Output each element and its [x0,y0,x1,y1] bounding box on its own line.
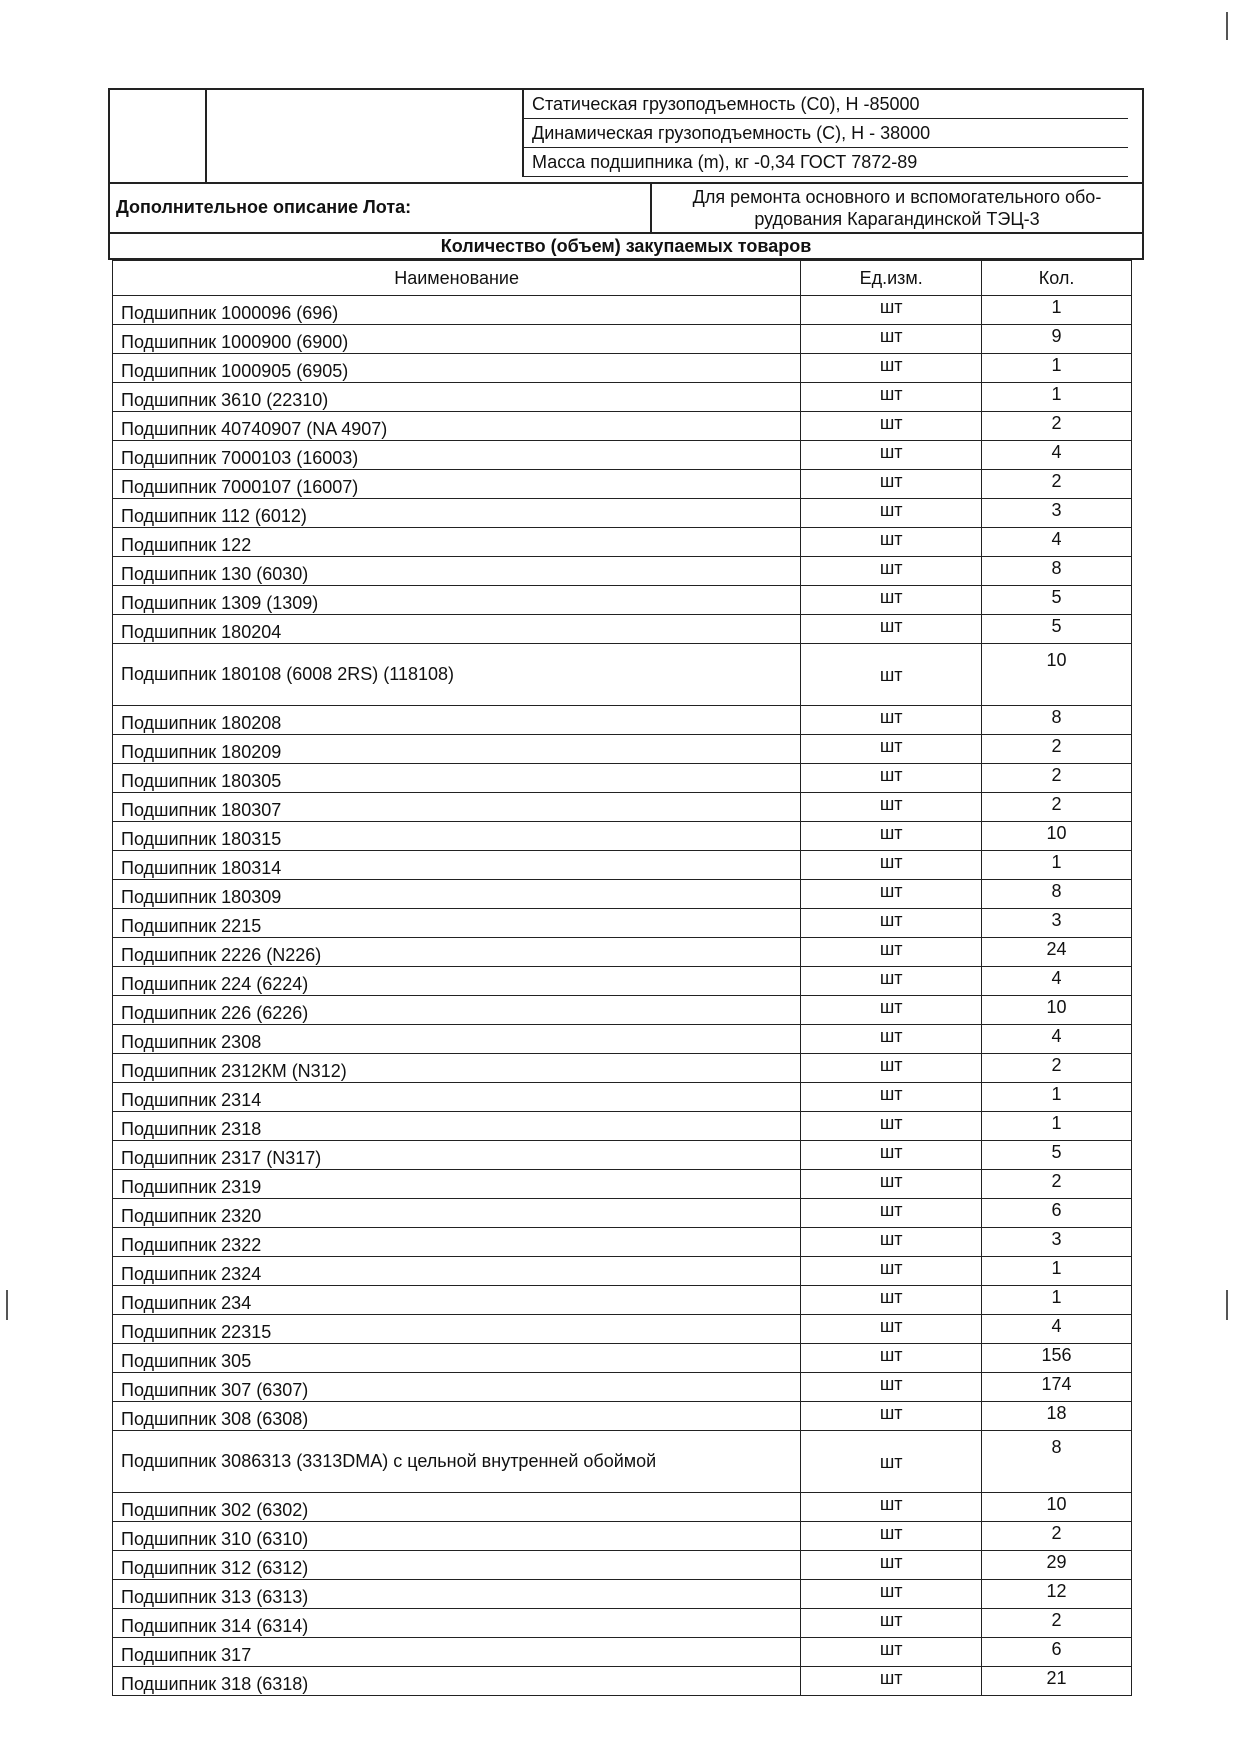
item-qty: 3 [982,909,1132,938]
item-qty: 8 [982,557,1132,586]
item-qty: 29 [982,1551,1132,1580]
item-qty: 5 [982,586,1132,615]
item-name: Подшипник 2308 [113,1025,801,1054]
item-unit: шт [801,880,982,909]
item-name: Подшипник 180309 [113,880,801,909]
item-name: Подшипник 180204 [113,615,801,644]
item-qty: 2 [982,470,1132,499]
item-qty: 156 [982,1344,1132,1373]
table-row [113,909,1132,938]
item-unit: шт [801,822,982,851]
item-unit: шт [801,1431,982,1493]
item-unit: шт [801,499,982,528]
table-row [113,764,1132,793]
item-unit: шт [801,1551,982,1580]
item-qty: 2 [982,735,1132,764]
item-name: Подшипник 180208 [113,706,801,735]
item-name: Подшипник 7000107 (16007) [113,470,801,499]
item-qty: 5 [982,615,1132,644]
item-name: Подшипник 180314 [113,851,801,880]
item-unit: шт [801,296,982,325]
header-unit: Ед.изм. [801,261,982,296]
table-row [113,1083,1132,1112]
table-row [113,1551,1132,1580]
item-unit: шт [801,851,982,880]
item-qty: 10 [982,1493,1132,1522]
item-name: Подшипник 180209 [113,735,801,764]
item-unit: шт [801,1493,982,1522]
item-name: Подшипник 180307 [113,793,801,822]
item-qty: 24 [982,938,1132,967]
item-unit: шт [801,1257,982,1286]
item-qty: 2 [982,1054,1132,1083]
spec-block [108,88,1144,182]
item-unit: шт [801,996,982,1025]
item-unit: шт [801,938,982,967]
item-qty: 4 [982,441,1132,470]
item-unit: шт [801,1344,982,1373]
spec-lines [522,90,1128,177]
table-row [113,1522,1132,1551]
document-page [108,88,1144,1696]
item-qty: 1 [982,851,1132,880]
table-row [113,441,1132,470]
item-unit: шт [801,325,982,354]
item-qty: 18 [982,1402,1132,1431]
item-name: Подшипник 2317 (N317) [113,1141,801,1170]
item-unit: шт [801,1315,982,1344]
item-unit: шт [801,1170,982,1199]
item-unit: шт [801,1402,982,1431]
table-row [113,412,1132,441]
item-unit: шт [801,615,982,644]
item-name: Подшипник 310 (6310) [113,1522,801,1551]
item-qty: 2 [982,1170,1132,1199]
item-name: Подшипник 7000103 (16003) [113,441,801,470]
table-row [113,1141,1132,1170]
item-name: Подшипник 314 (6314) [113,1609,801,1638]
item-unit: шт [801,1054,982,1083]
item-name: Подшипник 2319 [113,1170,801,1199]
table-row [113,1638,1132,1667]
table-row [113,1609,1132,1638]
table-row [113,354,1132,383]
item-unit: шт [801,441,982,470]
item-name: Подшипник 226 (6226) [113,996,801,1025]
header-name: Наименование [113,261,801,296]
table-row [113,735,1132,764]
item-unit: шт [801,1638,982,1667]
item-unit: шт [801,1228,982,1257]
item-qty: 4 [982,528,1132,557]
item-qty: 1 [982,354,1132,383]
lot-description-row [108,182,1144,234]
item-unit: шт [801,967,982,996]
spec-dynamic-load: Динамическая грузоподъемность (С), Н - 38000 [522,119,1128,148]
item-unit: шт [801,793,982,822]
table-row [113,1112,1132,1141]
table-row [113,1286,1132,1315]
item-qty: 8 [982,880,1132,909]
item-unit: шт [801,1083,982,1112]
item-name: Подшипник 312 (6312) [113,1551,801,1580]
item-unit: шт [801,909,982,938]
table-row [113,528,1132,557]
item-qty: 2 [982,793,1132,822]
item-name: Подшипник 2324 [113,1257,801,1286]
items-table [112,260,1132,1696]
item-name: Подшипник 305 [113,1344,801,1373]
item-qty: 174 [982,1373,1132,1402]
table-row [113,644,1132,706]
item-qty: 1 [982,1083,1132,1112]
lot-label: Дополнительное описание Лота: [116,197,412,217]
item-qty: 9 [982,325,1132,354]
item-name: Подшипник 2312КМ (N312) [113,1054,801,1083]
item-name: Подшипник 2322 [113,1228,801,1257]
item-name: Подшипник 122 [113,528,801,557]
table-row [113,938,1132,967]
item-qty: 3 [982,499,1132,528]
table-row [113,1257,1132,1286]
table-row [113,967,1132,996]
table-row [113,1199,1132,1228]
item-unit: шт [801,644,982,706]
item-qty: 3 [982,1228,1132,1257]
table-row [113,1493,1132,1522]
item-name: Подшипник 234 [113,1286,801,1315]
item-name: Подшипник 40740907 (NA 4907) [113,412,801,441]
scan-mark-top-right [1226,12,1228,40]
items-body [113,296,1132,1696]
item-unit: шт [801,1580,982,1609]
item-unit: шт [801,528,982,557]
item-name: Подшипник 130 (6030) [113,557,801,586]
item-unit: шт [801,354,982,383]
scan-mark-left [6,1290,8,1320]
item-name: Подшипник 112 (6012) [113,499,801,528]
item-name: Подшипник 302 (6302) [113,1493,801,1522]
table-row [113,1315,1132,1344]
table-row [113,557,1132,586]
table-row [113,880,1132,909]
item-unit: шт [801,706,982,735]
table-row [113,1025,1132,1054]
item-name: Подшипник 1309 (1309) [113,586,801,615]
item-name: Подшипник 318 (6318) [113,1667,801,1696]
item-qty: 10 [982,644,1132,706]
table-row [113,851,1132,880]
item-unit: шт [801,764,982,793]
table-row [113,1402,1132,1431]
item-qty: 6 [982,1199,1132,1228]
item-unit: шт [801,1667,982,1696]
item-qty: 1 [982,383,1132,412]
item-unit: шт [801,412,982,441]
table-row [113,470,1132,499]
lot-value-line2: рудования Карагандинской ТЭЦ-3 [754,209,1040,229]
item-qty: 8 [982,706,1132,735]
item-qty: 1 [982,296,1132,325]
table-row [113,996,1132,1025]
table-row [113,296,1132,325]
item-name: Подшипник 180315 [113,822,801,851]
lot-value [650,184,1142,232]
item-unit: шт [801,1025,982,1054]
item-qty: 10 [982,822,1132,851]
item-name: Подшипник 307 (6307) [113,1373,801,1402]
item-name: Подшипник 317 [113,1638,801,1667]
item-qty: 12 [982,1580,1132,1609]
table-header-row [113,261,1132,296]
item-unit: шт [801,557,982,586]
item-name: Подшипник 3610 (22310) [113,383,801,412]
item-unit: шт [801,1199,982,1228]
item-name: Подшипник 3086313 (3313DMA) с цельной внутренней обоймой [113,1431,801,1493]
item-name: Подшипник 2318 [113,1112,801,1141]
item-qty: 2 [982,412,1132,441]
item-name: Подшипник 2215 [113,909,801,938]
item-unit: шт [801,1286,982,1315]
table-row [113,383,1132,412]
item-qty: 1 [982,1112,1132,1141]
item-name: Подшипник 180108 (6008 2RS) (118108) [113,644,801,706]
table-row [113,1228,1132,1257]
item-unit: шт [801,1609,982,1638]
quantity-title: Количество (объем) закупаемых товаров [108,234,1144,260]
item-qty: 4 [982,1315,1132,1344]
item-name: Подшипник 308 (6308) [113,1402,801,1431]
item-name: Подшипник 2314 [113,1083,801,1112]
header-qty: Кол. [982,261,1132,296]
table-row [113,615,1132,644]
item-name: Подшипник 22315 [113,1315,801,1344]
item-name: Подшипник 1000900 (6900) [113,325,801,354]
item-name: Подшипник 1000096 (696) [113,296,801,325]
table-row [113,1344,1132,1373]
lot-value-line1: Для ремонта основного и вспомогательного обо- [692,187,1102,207]
item-name: Подшипник 2320 [113,1199,801,1228]
item-qty: 1 [982,1257,1132,1286]
item-qty: 1 [982,1286,1132,1315]
table-row [113,325,1132,354]
table-row [113,1054,1132,1083]
item-qty: 8 [982,1431,1132,1493]
spec-divider-1 [205,90,207,182]
table-row [113,586,1132,615]
item-unit: шт [801,1373,982,1402]
item-qty: 4 [982,1025,1132,1054]
table-row [113,1580,1132,1609]
item-qty: 4 [982,967,1132,996]
table-row [113,793,1132,822]
table-row [113,1667,1132,1696]
item-qty: 6 [982,1638,1132,1667]
table-row [113,822,1132,851]
spec-mass: Масса подшипника (m), кг -0,34 ГОСТ 7872-89 [522,148,1128,177]
item-qty: 2 [982,1522,1132,1551]
item-qty: 2 [982,1609,1132,1638]
table-row [113,1170,1132,1199]
table-row [113,706,1132,735]
item-unit: шт [801,470,982,499]
table-row [113,1431,1132,1493]
item-unit: шт [801,383,982,412]
item-unit: шт [801,1522,982,1551]
table-row [113,1373,1132,1402]
item-name: Подшипник 1000905 (6905) [113,354,801,383]
item-name: Подшипник 224 (6224) [113,967,801,996]
item-qty: 10 [982,996,1132,1025]
scan-mark-right [1226,1290,1228,1320]
item-unit: шт [801,1112,982,1141]
item-unit: шт [801,1141,982,1170]
item-qty: 2 [982,764,1132,793]
item-unit: шт [801,586,982,615]
table-row [113,499,1132,528]
item-name: Подшипник 313 (6313) [113,1580,801,1609]
item-name: Подшипник 180305 [113,764,801,793]
item-qty: 21 [982,1667,1132,1696]
item-unit: шт [801,735,982,764]
spec-static-load: Статическая грузоподъемность (С0), Н -85000 [522,90,1128,119]
item-qty: 5 [982,1141,1132,1170]
item-name: Подшипник 2226 (N226) [113,938,801,967]
